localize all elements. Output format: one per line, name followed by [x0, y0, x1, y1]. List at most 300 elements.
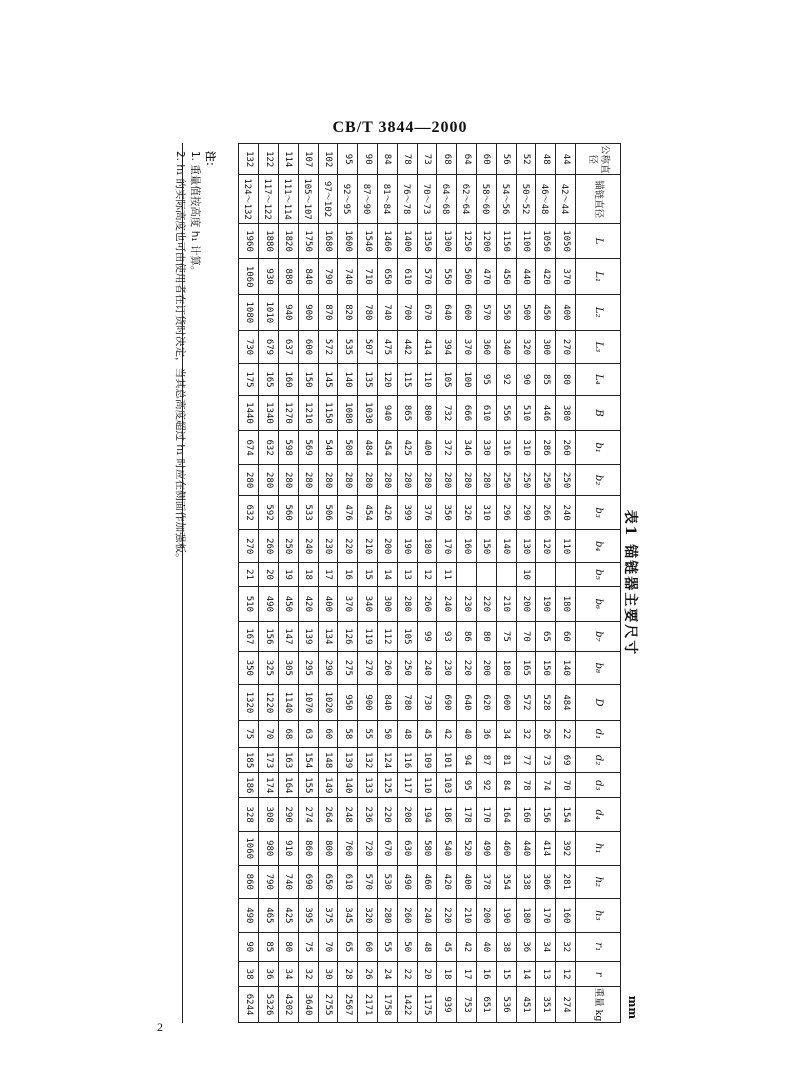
- table-cell: 210: [457, 899, 477, 933]
- table-cell: 18: [437, 962, 457, 987]
- column-header: L: [576, 223, 621, 259]
- table-cell: 260: [556, 431, 576, 465]
- table-cell: 5326: [259, 987, 279, 1023]
- table-cell: 167: [239, 622, 259, 651]
- table-cell: 1050: [556, 223, 576, 259]
- table-cell: 476: [338, 496, 358, 530]
- table-cell: 580: [417, 831, 437, 865]
- table-cell: 64～68: [437, 175, 457, 223]
- table-cell: 1010: [259, 295, 279, 331]
- table-cell: 90: [358, 144, 378, 175]
- table-cell: [477, 563, 497, 586]
- table-cell: 740: [338, 259, 358, 295]
- table-cell: 19: [279, 563, 299, 586]
- table-row: [338, 144, 358, 1023]
- table-cell: 600: [496, 685, 516, 721]
- table-cell: 392: [556, 831, 576, 865]
- table-cell: 270: [358, 651, 378, 685]
- table-cell: 73: [536, 748, 556, 773]
- table-cell: 870: [318, 295, 338, 331]
- table-cell: 290: [318, 651, 338, 685]
- table-cell: 60: [477, 144, 497, 175]
- table-cell: 710: [358, 259, 378, 295]
- table-cell: 32: [556, 932, 576, 961]
- table-cell: 165: [516, 651, 536, 685]
- table-cell: 536: [496, 987, 516, 1023]
- table-cell: 730: [417, 685, 437, 721]
- table-cell: 1270: [279, 395, 299, 431]
- table-cell: 1820: [279, 223, 299, 259]
- column-header: L₃: [576, 330, 621, 364]
- table-cell: 790: [259, 865, 279, 899]
- table-cell: 490: [397, 865, 417, 899]
- table-cell: 186: [239, 773, 259, 798]
- table-cell: 93: [437, 622, 457, 651]
- table-cell: 560: [279, 496, 299, 530]
- table-cell: 670: [378, 831, 398, 865]
- table-cell: 230: [437, 651, 457, 685]
- table-cell: 1200: [477, 223, 497, 259]
- table-cell: [536, 563, 556, 586]
- table-cell: 110: [556, 529, 576, 563]
- table-cell: 186: [437, 798, 457, 832]
- table-cell: 325: [259, 651, 279, 685]
- table-cell: 535: [338, 330, 358, 364]
- table-cell: 80: [279, 932, 299, 961]
- table-cell: 40: [477, 932, 497, 961]
- table-cell: 700: [397, 295, 417, 331]
- table-row: [556, 144, 576, 1023]
- table-cell: 286: [536, 431, 556, 465]
- table-cell: 38: [496, 932, 516, 961]
- table-cell: 85: [536, 364, 556, 395]
- table-cell: 630: [397, 831, 417, 865]
- table-cell: 1540: [358, 223, 378, 259]
- table-cell: 170: [437, 529, 457, 563]
- table-cell: 1880: [259, 223, 279, 259]
- table-cell: 1460: [378, 223, 398, 259]
- table-cell: 860: [239, 865, 259, 899]
- table-cell: 570: [358, 865, 378, 899]
- table-cell: 1422: [397, 987, 417, 1023]
- table-cell: 1150: [496, 223, 516, 259]
- table-cell: 500: [457, 259, 477, 295]
- table-cell: 60: [556, 622, 576, 651]
- table-cell: 48: [417, 932, 437, 961]
- table-cell: 310: [516, 431, 536, 465]
- table-cell: 940: [378, 395, 398, 431]
- table-cell: 2171: [358, 987, 378, 1023]
- table-cell: 420: [298, 586, 318, 622]
- table-cell: 120: [536, 529, 556, 563]
- table-cell: 220: [457, 651, 477, 685]
- table-cell: 260: [259, 529, 279, 563]
- column-header: b₇: [576, 622, 621, 651]
- table-cell: 350: [437, 496, 457, 530]
- table-cell: 154: [298, 748, 318, 773]
- table-cell: 820: [338, 295, 358, 331]
- table-cell: 155: [298, 773, 318, 798]
- table-cell: 20: [259, 563, 279, 586]
- table-cell: 1100: [516, 223, 536, 259]
- table-cell: 210: [358, 529, 378, 563]
- table-cell: 52: [516, 144, 536, 175]
- table-cell: 148: [318, 748, 338, 773]
- table-cell: 100: [457, 364, 477, 395]
- table-cell: 260: [397, 899, 417, 933]
- table-cell: 21: [239, 563, 259, 586]
- table-cell: 1060: [239, 831, 259, 865]
- table-cell: 120: [378, 364, 398, 395]
- table-cell: 275: [338, 651, 358, 685]
- table-cell: 1320: [239, 685, 259, 721]
- column-header: b₅: [576, 563, 621, 586]
- table-cell: 125: [378, 773, 398, 798]
- table-cell: 90: [516, 364, 536, 395]
- table-cell: 63: [298, 720, 318, 747]
- table-cell: 610: [338, 865, 358, 899]
- table-cell: 350: [239, 651, 259, 685]
- table-cell: 175: [239, 364, 259, 395]
- table-cell: 720: [358, 831, 378, 865]
- table-cell: 1680: [318, 223, 338, 259]
- dimension-table: [238, 143, 621, 1023]
- table-cell: 442: [397, 330, 417, 364]
- table-cell: 180: [496, 651, 516, 685]
- rotated-table-block: [173, 143, 643, 1023]
- table-cell: 1440: [239, 395, 259, 431]
- table-cell: 87: [477, 748, 497, 773]
- table-cell: 510: [516, 395, 536, 431]
- table-cell: 139: [298, 622, 318, 651]
- table-cell: 1150: [318, 395, 338, 431]
- table-cell: 132: [358, 748, 378, 773]
- table-cell: 840: [378, 685, 398, 721]
- table-cell: 1070: [298, 685, 318, 721]
- table-cell: [556, 563, 576, 586]
- table-cell: 26: [536, 720, 556, 747]
- table-cell: 730: [239, 330, 259, 364]
- table-cell: 145: [318, 364, 338, 395]
- table-cell: 280: [298, 464, 318, 495]
- table-cell: 1080: [338, 395, 358, 431]
- table-cell: 208: [397, 798, 417, 832]
- column-header: b₆: [576, 586, 621, 622]
- table-cell: 1080: [239, 295, 259, 331]
- table-cell: 569: [298, 431, 318, 465]
- table-cell: 65: [338, 932, 358, 961]
- column-header: D: [576, 685, 621, 721]
- table-cell: 99: [417, 622, 437, 651]
- table-cell: 690: [437, 685, 457, 721]
- table-cell: 632: [239, 496, 259, 530]
- table-cell: 16: [477, 962, 497, 987]
- table-cell: 194: [417, 798, 437, 832]
- table-cell: 240: [417, 651, 437, 685]
- table-cell: 105～107: [298, 175, 318, 223]
- table-cell: 240: [437, 586, 457, 622]
- table-cell: 490: [259, 586, 279, 622]
- table-cell: 610: [477, 395, 497, 431]
- table-cell: 1020: [318, 685, 338, 721]
- table-cell: 328: [239, 798, 259, 832]
- table-cell: 451: [516, 987, 536, 1023]
- table-cell: 570: [417, 259, 437, 295]
- table-cell: 484: [556, 685, 576, 721]
- table-cell: 450: [496, 259, 516, 295]
- table-cell: 86: [457, 622, 477, 651]
- table-cell: 274: [556, 987, 576, 1023]
- table-cell: 107: [298, 144, 318, 175]
- table-cell: 506: [318, 496, 338, 530]
- table-cell: 26: [358, 962, 378, 987]
- table-cell: 650: [378, 259, 398, 295]
- table-cell: 280: [279, 464, 299, 495]
- table-cell: 165: [259, 364, 279, 395]
- table-cell: 170: [536, 899, 556, 933]
- table-cell: 124: [378, 748, 398, 773]
- table-cell: 260: [417, 586, 437, 622]
- table-cell: 280: [378, 899, 398, 933]
- table-cell: 790: [318, 259, 338, 295]
- column-header: b₁: [576, 431, 621, 465]
- table-cell: 340: [358, 586, 378, 622]
- table-cell: 14: [516, 962, 536, 987]
- table-cell: 140: [338, 773, 358, 798]
- table-cell: 1400: [397, 223, 417, 259]
- table-cell: 50: [378, 720, 398, 747]
- table-cell: 250: [516, 464, 536, 495]
- table-cell: 112: [378, 622, 398, 651]
- table-cell: 550: [496, 295, 516, 331]
- table-cell: 65: [536, 622, 556, 651]
- table-cell: 95: [457, 773, 477, 798]
- table-row: [318, 144, 338, 1023]
- column-header: b₂: [576, 464, 621, 495]
- table-cell: 540: [318, 431, 338, 465]
- table-cell: 149: [318, 773, 338, 798]
- table-cell: 68: [279, 720, 299, 747]
- table-cell: 180: [516, 899, 536, 933]
- table-cell: 220: [437, 899, 457, 933]
- table-cell: 220: [477, 586, 497, 622]
- table-cell: 330: [477, 431, 497, 465]
- table-cell: 17: [457, 962, 477, 987]
- table-cell: 80: [556, 364, 576, 395]
- table-cell: 11: [437, 563, 457, 586]
- column-header: b₄: [576, 529, 621, 563]
- table-cell: 266: [536, 496, 556, 530]
- table-row: [477, 144, 497, 1023]
- table-cell: 70: [516, 622, 536, 651]
- table-cell: 75: [496, 622, 516, 651]
- table-cell: 400: [556, 295, 576, 331]
- table-cell: 910: [279, 831, 299, 865]
- column-header: r₁: [576, 932, 621, 961]
- table-cell: 30: [318, 962, 338, 987]
- table-cell: 280: [318, 464, 338, 495]
- table-cell: 62～64: [457, 175, 477, 223]
- table-cell: 12: [417, 563, 437, 586]
- table-cell: 140: [556, 651, 576, 685]
- table-cell: 450: [279, 586, 299, 622]
- table-cell: [457, 563, 477, 586]
- table-cell: 640: [437, 295, 457, 331]
- table-cell: 22: [556, 720, 576, 747]
- table-cell: 60: [318, 720, 338, 747]
- table-cell: 592: [259, 496, 279, 530]
- table-cell: 666: [457, 395, 477, 431]
- table-cell: 1250: [457, 223, 477, 259]
- table-cell: 1220: [259, 685, 279, 721]
- table-cell: 114: [279, 144, 299, 175]
- table-row: [279, 144, 299, 1023]
- table-cell: 230: [318, 529, 338, 563]
- table-cell: 45: [417, 720, 437, 747]
- table-cell: 637: [279, 330, 299, 364]
- table-cell: 732: [437, 395, 457, 431]
- table-cell: 674: [239, 431, 259, 465]
- table-cell: 76～78: [397, 175, 417, 223]
- table-cell: 570: [477, 295, 497, 331]
- table-cell: 36: [516, 932, 536, 961]
- table-cell: 454: [358, 496, 378, 530]
- table-cell: 446: [536, 395, 556, 431]
- table-cell: 77: [516, 748, 536, 773]
- table-cell: 598: [279, 431, 299, 465]
- table-cell: 440: [516, 831, 536, 865]
- table-cell: 6244: [239, 987, 259, 1023]
- table-cell: 190: [397, 529, 417, 563]
- table-cell: 290: [279, 798, 299, 832]
- table-cell: 163: [279, 748, 299, 773]
- table-cell: 178: [457, 798, 477, 832]
- table-cell: 280: [239, 464, 259, 495]
- table-cell: 22: [397, 962, 417, 987]
- table-cell: 140: [496, 529, 516, 563]
- table-cell: 600: [298, 330, 318, 364]
- table-cell: 3640: [298, 987, 318, 1023]
- table-cell: 92～95: [338, 175, 358, 223]
- table-cell: 1030: [358, 395, 378, 431]
- table-cell: 308: [259, 798, 279, 832]
- table-cell: 880: [279, 259, 299, 295]
- table-cell: 69: [556, 748, 576, 773]
- table-cell: 75: [298, 932, 318, 961]
- table-cell: 533: [298, 496, 318, 530]
- table-cell: 75: [239, 720, 259, 747]
- note-item-2: 2. h₁ 的实际高度也可由使用者在订货时决定，当其总高度超过 h₁ 时应在侧面作加强板。: [174, 151, 186, 564]
- table-cell: 280: [397, 586, 417, 622]
- table-cell: 280: [437, 464, 457, 495]
- column-header: d₄: [576, 798, 621, 832]
- table-cell: 780: [397, 685, 417, 721]
- table-cell: 690: [298, 865, 318, 899]
- table-cell: 48: [536, 144, 556, 175]
- table-cell: 1750: [298, 223, 318, 259]
- table-title: 表1 锚链器主要尺寸: [622, 509, 638, 657]
- table-cell: 97～102: [318, 175, 338, 223]
- table-cell: 150: [477, 529, 497, 563]
- table-cell: 103: [437, 773, 457, 798]
- table-cell: 200: [516, 586, 536, 622]
- table-cell: 1175: [417, 987, 437, 1023]
- table-cell: 351: [536, 987, 556, 1023]
- table-cell: 610: [397, 259, 417, 295]
- table-cell: 230: [457, 586, 477, 622]
- table-cell: 95: [477, 364, 497, 395]
- table-cell: 115: [397, 364, 417, 395]
- table-cell: 426: [378, 496, 398, 530]
- table-cell: 160: [279, 364, 299, 395]
- table-cell: 147: [279, 622, 299, 651]
- table-cell: 670: [417, 295, 437, 331]
- table-cell: 490: [239, 899, 259, 933]
- table-row: [239, 144, 259, 1023]
- table-cell: 174: [259, 773, 279, 798]
- table-cell: 1060: [239, 259, 259, 295]
- table-cell: 740: [279, 865, 299, 899]
- table-cell: 281: [556, 865, 576, 899]
- column-header: b₃: [576, 496, 621, 530]
- table-cell: 54～56: [496, 175, 516, 223]
- table-cell: 320: [358, 899, 378, 933]
- table-cell: 264: [318, 798, 338, 832]
- table-cell: 454: [378, 431, 398, 465]
- table-cell: 64: [457, 144, 477, 175]
- table-cell: 240: [417, 899, 437, 933]
- table-cell: 81～84: [378, 175, 398, 223]
- table-row: [516, 144, 536, 1023]
- table-cell: 260: [378, 651, 398, 685]
- column-header: r: [576, 962, 621, 987]
- table-cell: 930: [259, 259, 279, 295]
- table-cell: 440: [516, 259, 536, 295]
- table-cell: 300: [536, 330, 556, 364]
- table-cell: 170: [477, 798, 497, 832]
- column-header: L₂: [576, 295, 621, 331]
- table-cell: 450: [536, 295, 556, 331]
- table-cell: 760: [338, 831, 358, 865]
- table-row: [496, 144, 516, 1023]
- table-cell: 94: [457, 748, 477, 773]
- table-cell: 16: [338, 563, 358, 586]
- table-cell: 2567: [338, 987, 358, 1023]
- table-cell: 85: [259, 932, 279, 961]
- table-cell: 164: [279, 773, 299, 798]
- table-cell: 132: [239, 144, 259, 175]
- table-cell: 620: [477, 685, 497, 721]
- table-cell: 1600: [338, 223, 358, 259]
- table-cell: 173: [259, 748, 279, 773]
- column-header: 公称直径: [576, 144, 621, 175]
- table-cell: 13: [397, 563, 417, 586]
- table-cell: 280: [358, 464, 378, 495]
- table-cell: 60: [358, 932, 378, 961]
- table-cell: 105: [397, 622, 417, 651]
- table-cell: 1050: [536, 223, 556, 259]
- table-cell: 394: [437, 330, 457, 364]
- table-cell: 92: [477, 773, 497, 798]
- table-cell: 414: [417, 330, 437, 364]
- column-header: d₃: [576, 773, 621, 798]
- table-cell: 240: [298, 529, 318, 563]
- table-cell: 87～90: [358, 175, 378, 223]
- column-header: h₂: [576, 865, 621, 899]
- table-cell: 305: [279, 651, 299, 685]
- table-cell: 280: [259, 464, 279, 495]
- column-header: h₃: [576, 899, 621, 933]
